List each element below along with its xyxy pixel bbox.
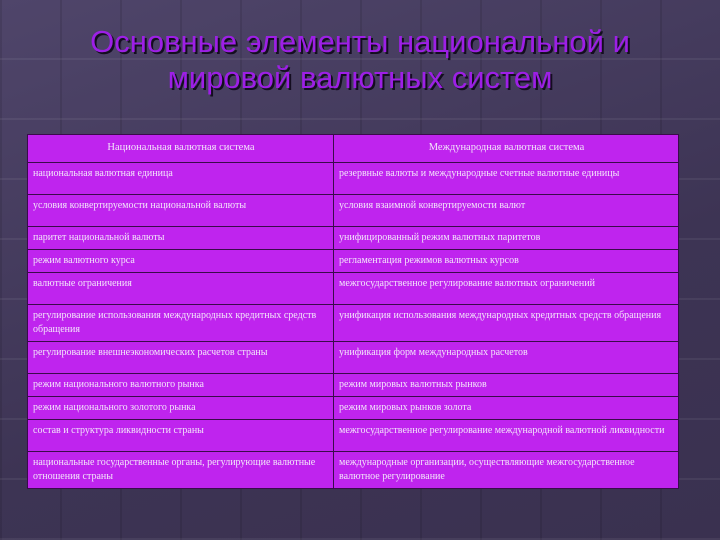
table-header-row <box>28 135 679 163</box>
column-header-national: Национальная валютная система <box>28 135 334 163</box>
cell-national: режим национального золотого рынка <box>28 397 334 420</box>
table-row <box>28 273 679 305</box>
cell-international: унификация использования международных кредитных средств обращения <box>334 305 679 342</box>
cell-national: национальные государственные органы, регулирующие валютные отношения страны <box>28 452 334 489</box>
table-row <box>28 305 679 342</box>
cell-international: резервные валюты и международные счетные валютные единицы <box>334 163 679 195</box>
cell-national: национальная валютная единица <box>28 163 334 195</box>
cell-national: регулирование внешнеэкономических расчетов страны <box>28 342 334 374</box>
table-row <box>28 163 679 195</box>
cell-national: паритет национальной валюты <box>28 227 334 250</box>
cell-national: режим национального валютного рынка <box>28 374 334 397</box>
slide-title-line-1: Основные элементы национальной и <box>90 24 630 59</box>
cell-international: регламентация режимов валютных курсов <box>334 250 679 273</box>
table-row <box>28 374 679 397</box>
cell-international: унификация форм международных расчетов <box>334 342 679 374</box>
cell-international: условия взаимной конвертируемости валют <box>334 195 679 227</box>
table-row <box>28 420 679 452</box>
cell-national: состав и структура ликвидности страны <box>28 420 334 452</box>
table-row <box>28 250 679 273</box>
cell-international: режим мировых валютных рынков <box>334 374 679 397</box>
comparison-table <box>27 134 679 489</box>
table-row <box>28 195 679 227</box>
slide-title-line-2: мировой валютных систем <box>167 60 553 95</box>
cell-international: межгосударственное регулирование международной валютной ликвидности <box>334 420 679 452</box>
table-row <box>28 397 679 420</box>
table-row <box>28 342 679 374</box>
cell-international: межгосударственное регулирование валютных ограничений <box>334 273 679 305</box>
table-row <box>28 452 679 489</box>
cell-national: валютные ограничения <box>28 273 334 305</box>
column-header-international: Международная валютная система <box>334 135 679 163</box>
cell-international: режим мировых рынков золота <box>334 397 679 420</box>
cell-national: регулирование использования международных кредитных средств обращения <box>28 305 334 342</box>
cell-international: международные организации, осуществляющие межгосударственное валютное регулирование <box>334 452 679 489</box>
table-row <box>28 227 679 250</box>
slide-title <box>0 24 720 96</box>
cell-national: режим валютного курса <box>28 250 334 273</box>
cell-national: условия конвертируемости национальной валюты <box>28 195 334 227</box>
cell-international: унифицированный режим валютных паритетов <box>334 227 679 250</box>
